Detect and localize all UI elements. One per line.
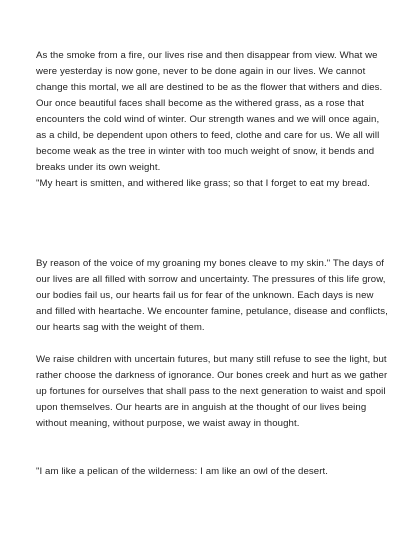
- quote-paragraph: "My heart is smitten, and withered like grass; so that I forget to eat my bread.: [36, 178, 371, 189]
- body-paragraph: We raise children with uncertain futures, but many still refuse to see the light, but rather choose the darkness of ignorance. Our bones creek and hurt as we gather up fortunes for ourselves that shall pass to the next generation to waist and spoil upon themselves. Our hearts are in anguish at the thought of our lives being without meaning, without purpose, we waist away in thought.: [36, 354, 388, 429]
- quote-paragraph: "I am like a pelican of the wilderness: I am like an owl of the desert.: [36, 466, 329, 477]
- body-paragraph: As the smoke from a fire, our lives rise and then disappear from view. What we were yesterday is now gone, never to be done again in our lives. We cannot change this mortal, we all are destined to be as the flower that withers and dies. Our once beautiful faces shall become as the withered grass, as a rose that encounters the cold wind of winter. Our strength wanes and we will once again, as a child, be dependent upon others to feed, clothe and care for us. We all will become weak as the tree in winter with too much weight of snow, it bends and breaks under its own weight.: [36, 50, 383, 173]
- body-paragraph: By reason of the voice of my groaning my bones cleave to my skin." The days of our lives are all filled with sorrow and uncertainty. The pressures of this life grow, our bodies fail us, our hearts fail us for fear of the unknown. Each days is new and filled with heartache. We encounter famine, petulance, disease and conflicts, our hearts sag with the weight of them.: [36, 258, 388, 333]
